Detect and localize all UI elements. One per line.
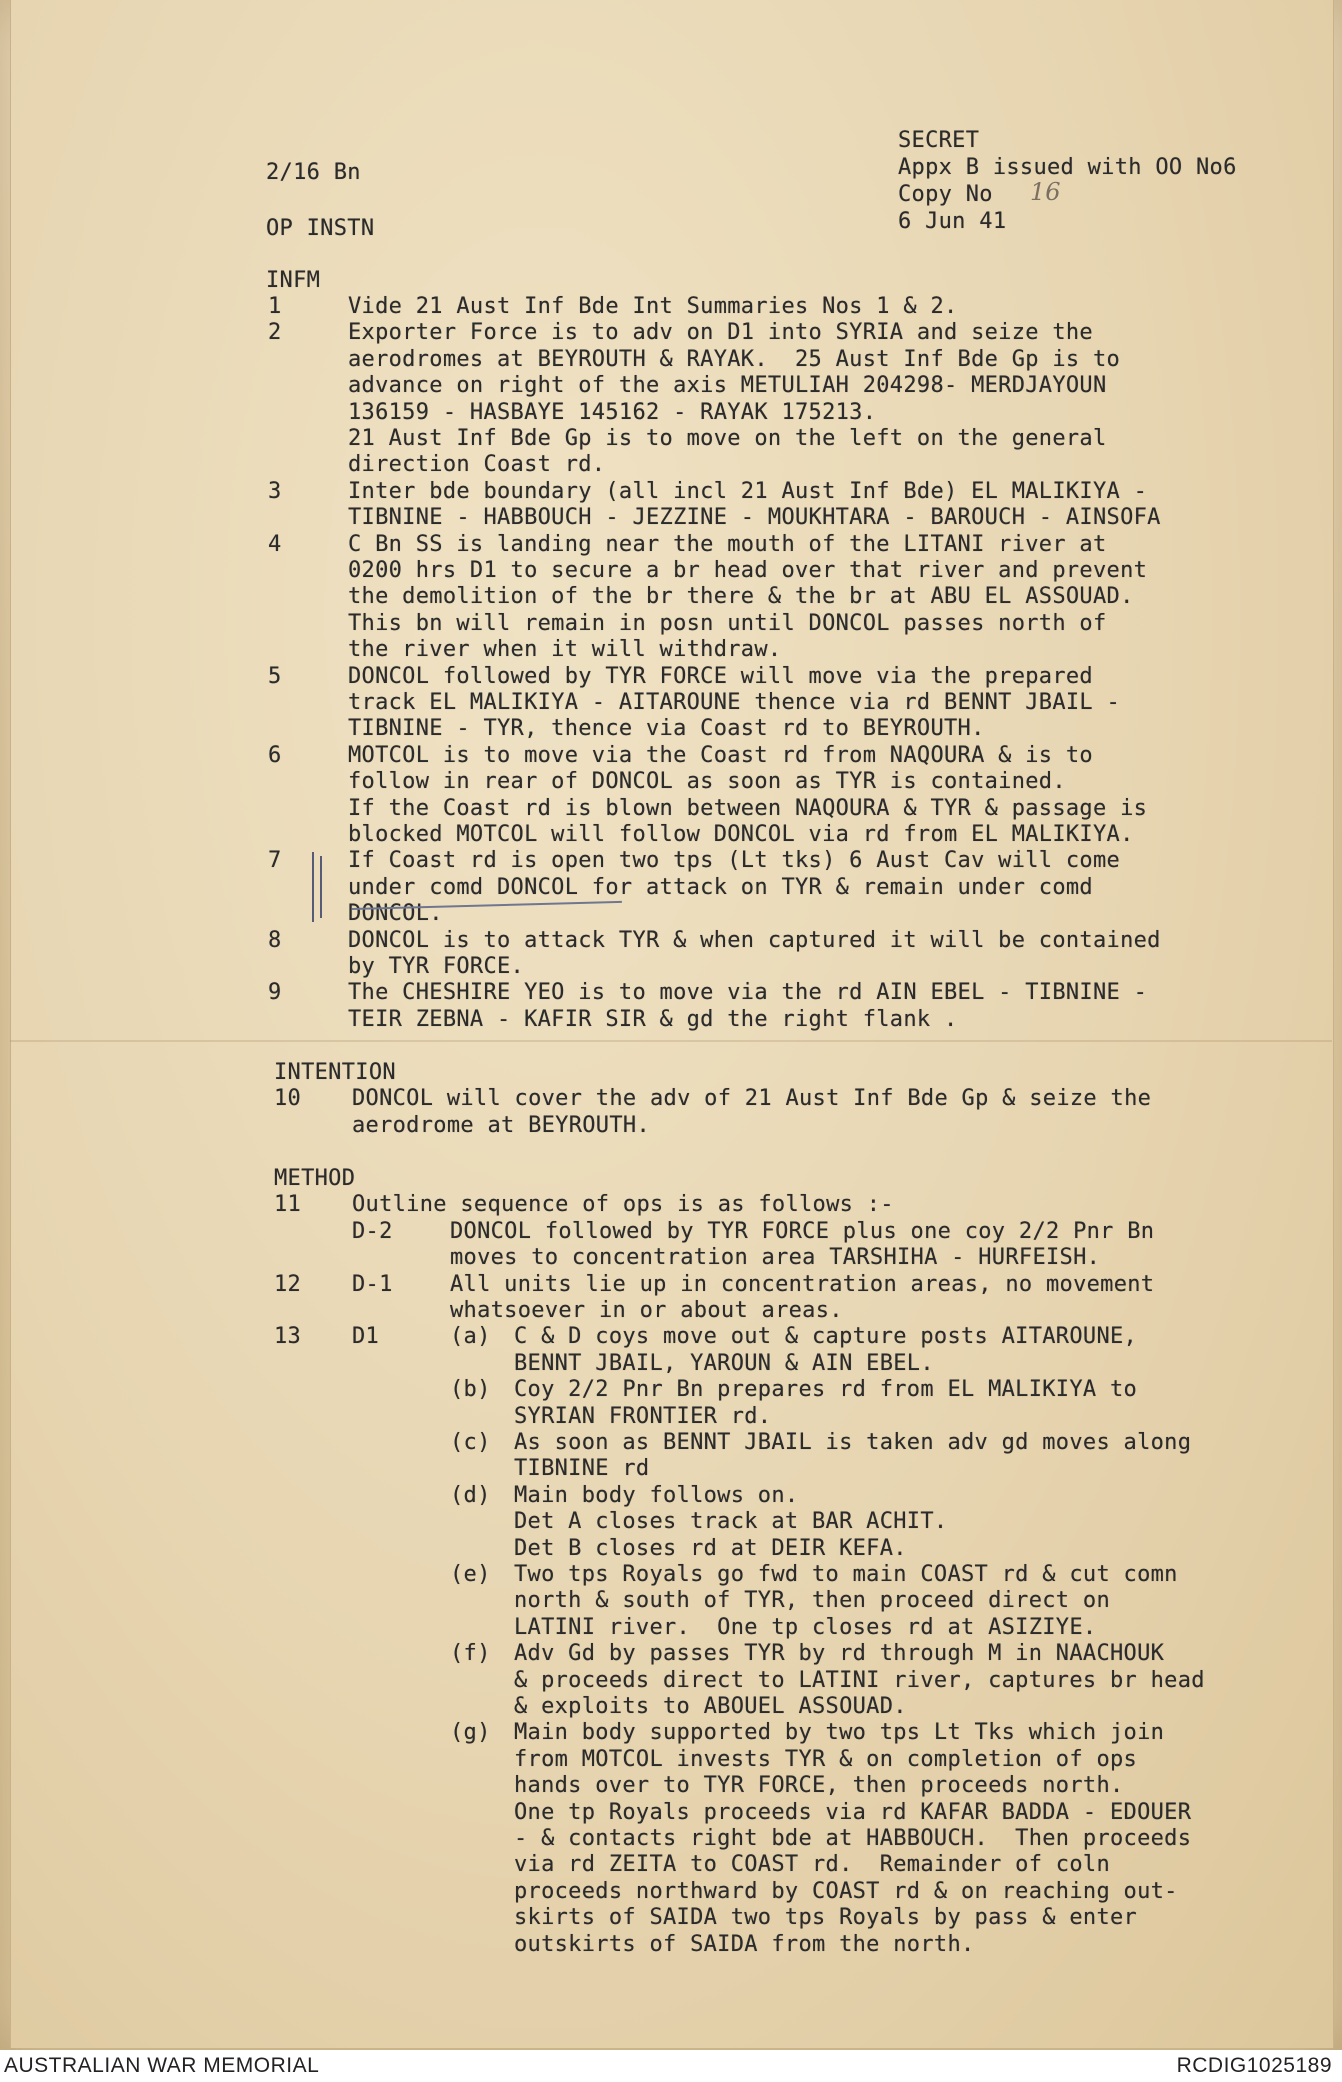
fold-line xyxy=(10,1040,1332,1042)
paragraph-line: Inter bde boundary (all incl 21 Aust Inf Bde) EL MALIKIYA - xyxy=(348,478,1148,504)
paragraph-line: DONCOL followed by TYR FORCE plus one coy 2/2 Pnr Bn xyxy=(450,1218,1155,1244)
paragraph-number: 6 xyxy=(268,742,282,768)
paragraph-line: direction Coast rd. xyxy=(348,452,606,478)
paragraph-line: Adv Gd by passes TYR by rd through M in NAACHOUK xyxy=(514,1641,1165,1667)
paragraph-line: - & contacts right bde at HABBOUCH. Then proceeds xyxy=(514,1826,1192,1851)
paragraph-line: aerodrome at BEYROUTH. xyxy=(352,1112,650,1138)
paragraph-line: hands over to TYR FORCE, then proceeds north. xyxy=(514,1773,1124,1799)
paragraph-line: One tp Royals proceeds via rd KAFAR BADDA - EDOUER xyxy=(514,1799,1192,1825)
paragraph-line: DONCOL. xyxy=(348,901,443,927)
paragraph-line: skirts of SAIDA two tps Royals by pass & enter xyxy=(514,1905,1138,1931)
paragraph-line: TIBNINE - TYR, thence via Coast rd to BEYROUTH. xyxy=(348,716,985,742)
sub-paragraph-marker: (b) xyxy=(450,1377,491,1403)
sub-paragraph-marker: (a) xyxy=(450,1324,491,1350)
paragraph-line: All units lie up in concentration areas, no movement xyxy=(450,1271,1155,1297)
section-heading-method: METHOD xyxy=(274,1166,356,1191)
paragraph-line: north & south of TYR, then proceed direct on xyxy=(514,1588,1110,1614)
paragraph-line: & proceeds direct to LATINI river, captures br head xyxy=(514,1667,1205,1693)
paragraph-line: aerodromes at BEYROUTH & RAYAK. 25 Aust Inf Bde Gp is to xyxy=(348,346,1121,372)
document-date: 6 Jun 41 xyxy=(898,209,1007,234)
paragraph-line: via rd ZEITA to COAST rd. Remainder of coln xyxy=(514,1852,1110,1878)
paragraph-line: 136159 - HASBAYE 145162 - RAYAK 175213. xyxy=(348,399,877,425)
paragraph-line: Exporter Force is to adv on D1 into SYRIA and seize the xyxy=(348,320,1093,346)
paragraph-line: track EL MALIKIYA - AITAROUNE thence via rd BENNT JBAIL - xyxy=(348,690,1121,715)
paragraph-number: 4 xyxy=(268,531,282,557)
sub-paragraph-marker: (f) xyxy=(450,1641,491,1667)
archive-footer xyxy=(0,2050,1342,2082)
paragraph-line: from MOTCOL invests TYR & on completion of ops xyxy=(514,1746,1138,1772)
secret-marking: SECRET xyxy=(898,128,980,153)
copy-number-handwritten: 16 xyxy=(1030,178,1061,206)
paragraph-number: 5 xyxy=(268,663,282,689)
paragraph-line: the demolition of the br there & the br at ABU EL ASSOUAD. xyxy=(348,584,1134,610)
paragraph-line: This bn will remain in posn until DONCOL passes north of xyxy=(348,610,1107,636)
paragraph-number: 3 xyxy=(268,478,282,504)
paragraph-number: 10 xyxy=(274,1086,302,1112)
paragraph-line: the river when it will withdraw. xyxy=(348,637,782,663)
paragraph-line: Outline sequence of ops is as follows :- xyxy=(352,1192,894,1218)
appendix-note: Appx B issued with OO No6 xyxy=(898,155,1237,180)
sub-paragraph-marker: (e) xyxy=(450,1562,491,1587)
paragraph-line: C Bn SS is landing near the mouth of the LITANI river at xyxy=(348,531,1107,557)
paragraph-line: Det A closes track at BAR ACHIT. xyxy=(514,1509,948,1535)
paragraph-line: advance on right of the axis METULIAH 204298- MERDJAYOUN xyxy=(348,373,1107,399)
paragraph-line: Main body follows on. xyxy=(514,1482,799,1508)
paragraph-line: outskirts of SAIDA from the north. xyxy=(514,1931,975,1957)
paragraph-line: whatsoever in or about areas. xyxy=(450,1298,843,1323)
paragraph-line: As soon as BENNT JBAIL is taken adv gd moves along xyxy=(514,1430,1192,1455)
paragraph-line: Coy 2/2 Pnr Bn prepares rd from EL MALIKIYA to xyxy=(514,1377,1138,1403)
paragraph-line: moves to concentration area TARSHIHA - HURFEISH. xyxy=(450,1245,1101,1271)
paragraph-number: 2 xyxy=(268,320,282,346)
paragraph-line: 0200 hrs D1 to secure a br head over that river and prevent xyxy=(348,558,1148,583)
pencil-margin-mark xyxy=(312,852,314,922)
paragraph-line: BENNT JBAIL, YAROUN & AIN EBEL. xyxy=(514,1350,934,1376)
paragraph-number: 11 xyxy=(274,1192,302,1218)
paragraph-line: Two tps Royals go fwd to main COAST rd & cut comn xyxy=(514,1562,1178,1587)
paragraph-number: 7 xyxy=(268,848,282,874)
paragraph-line: Vide 21 Aust Inf Bde Int Summaries Nos 1 & 2. xyxy=(348,294,958,319)
paragraph-line: TEIR ZEBNA - KAFIR SIR & gd the right flank . xyxy=(348,1006,958,1032)
section-heading-intention: INTENTION xyxy=(274,1060,396,1085)
paragraph-number: 1 xyxy=(268,294,282,319)
unit-designation: 2/16 Bn xyxy=(266,160,361,185)
paragraph-line: SYRIAN FRONTIER rd. xyxy=(514,1403,772,1429)
paragraph-line: under comd DONCOL for attack on TYR & remain under comd xyxy=(348,874,1093,900)
paragraph-line: If Coast rd is open two tps (Lt tks) 6 Aust Cav will come xyxy=(348,848,1121,874)
phase-label: D-2 xyxy=(352,1218,393,1244)
paragraph-line: blocked MOTCOL will follow DONCOL via rd from EL MALIKIYA. xyxy=(348,822,1134,847)
paragraph-number: 8 xyxy=(268,927,282,953)
paragraph-line: by TYR FORCE. xyxy=(348,954,525,979)
paragraph-number: 12 xyxy=(274,1271,302,1297)
pencil-margin-mark xyxy=(320,856,322,918)
paragraph-number: 9 xyxy=(268,980,282,1006)
archive-source: AUSTRALIAN WAR MEMORIAL xyxy=(4,2054,320,2077)
sub-paragraph-marker: (g) xyxy=(450,1720,491,1746)
section-heading-infm: INFM xyxy=(266,268,321,293)
copy-number-label: Copy No xyxy=(898,182,993,207)
paragraph-number: 13 xyxy=(274,1324,302,1350)
paragraph-line: 21 Aust Inf Bde Gp is to move on the left on the general xyxy=(348,426,1107,451)
paragraph-line: MOTCOL is to move via the Coast rd from NAQOURA & is to xyxy=(348,742,1093,768)
paragraph-line: DONCOL is to attack TYR & when captured it will be contained xyxy=(348,927,1161,953)
paragraph-line: DONCOL followed by TYR FORCE will move via the prepared xyxy=(348,663,1093,689)
paragraph-line: Main body supported by two tps Lt Tks which join xyxy=(514,1720,1165,1746)
phase-label: D1 xyxy=(352,1324,380,1350)
sub-paragraph-marker: (d) xyxy=(450,1482,491,1508)
sub-paragraph-marker: (c) xyxy=(450,1430,491,1455)
paragraph-line: If the Coast rd is blown between NAQOURA & TYR & passage is xyxy=(348,795,1148,821)
paragraph-line: Det B closes rd at DEIR KEFA. xyxy=(514,1535,907,1561)
document-type: OP INSTN xyxy=(266,216,375,241)
paragraph-line: follow in rear of DONCOL as soon as TYR is contained. xyxy=(348,769,1066,795)
paragraph-line: C & D coys move out & capture posts AITAROUNE, xyxy=(514,1324,1138,1350)
paragraph-line: proceeds northward by COAST rd & on reaching out- xyxy=(514,1878,1178,1904)
paragraph-line: & exploits to ABOUEL ASSOUAD. xyxy=(514,1694,907,1719)
paragraph-line: DONCOL will cover the adv of 21 Aust Inf Bde Gp & seize the xyxy=(352,1086,1152,1112)
paragraph-line: TIBNINE - HABBOUCH - JEZZINE - MOUKHTARA - BAROUCH - AINSOFA xyxy=(348,505,1161,531)
phase-label: D-1 xyxy=(352,1271,393,1297)
archive-id: RCDIG1025189 xyxy=(1176,2054,1332,2077)
paragraph-line: The CHESHIRE YEO is to move via the rd AIN EBEL - TIBNINE - xyxy=(348,980,1148,1006)
paragraph-line: TIBNINE rd xyxy=(514,1456,650,1482)
paragraph-line: LATINI river. One tp closes rd at ASIZIYE. xyxy=(514,1614,1097,1640)
